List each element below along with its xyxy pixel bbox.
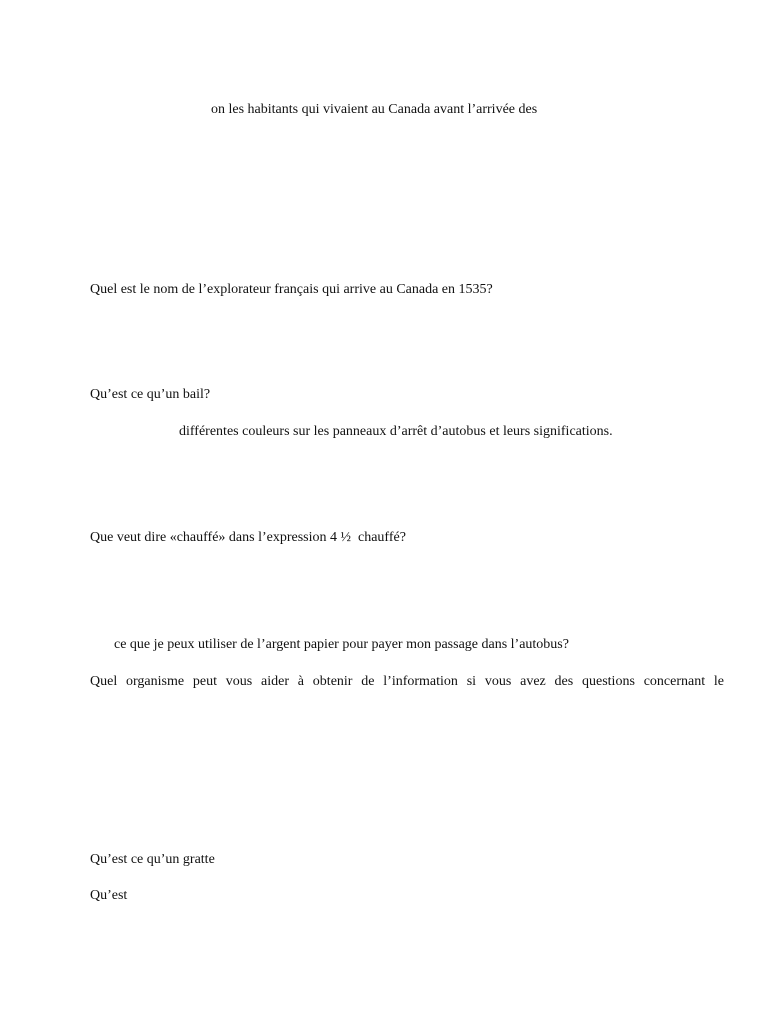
question-line-8: Qu’est ce qu’un gratte [90,852,215,867]
question-line-5: Que veut dire «chauffé» dans l’expression 4 ½ chauffé? [90,530,406,545]
question-line-3: Qu’est ce qu’un bail? [90,387,211,402]
question-line-7: Quel organisme peut vous aider à obtenir de l’information si vous avez des questions concernant le [90,674,724,689]
question-line-1: on les habitants qui vivaient au Canada avant l’arrivée des [211,102,538,117]
question-line-9: Qu’est [90,888,128,903]
question-line-6: ce que je peux utiliser de l’argent papier pour payer mon passage dans l’autobus? [114,637,569,652]
question-line-4: différentes couleurs sur les panneaux d’arrêt d’autobus et leurs significations. [179,424,613,439]
question-line-2: Quel est le nom de l’explorateur français qui arrive au Canada en 1535? [90,282,493,297]
